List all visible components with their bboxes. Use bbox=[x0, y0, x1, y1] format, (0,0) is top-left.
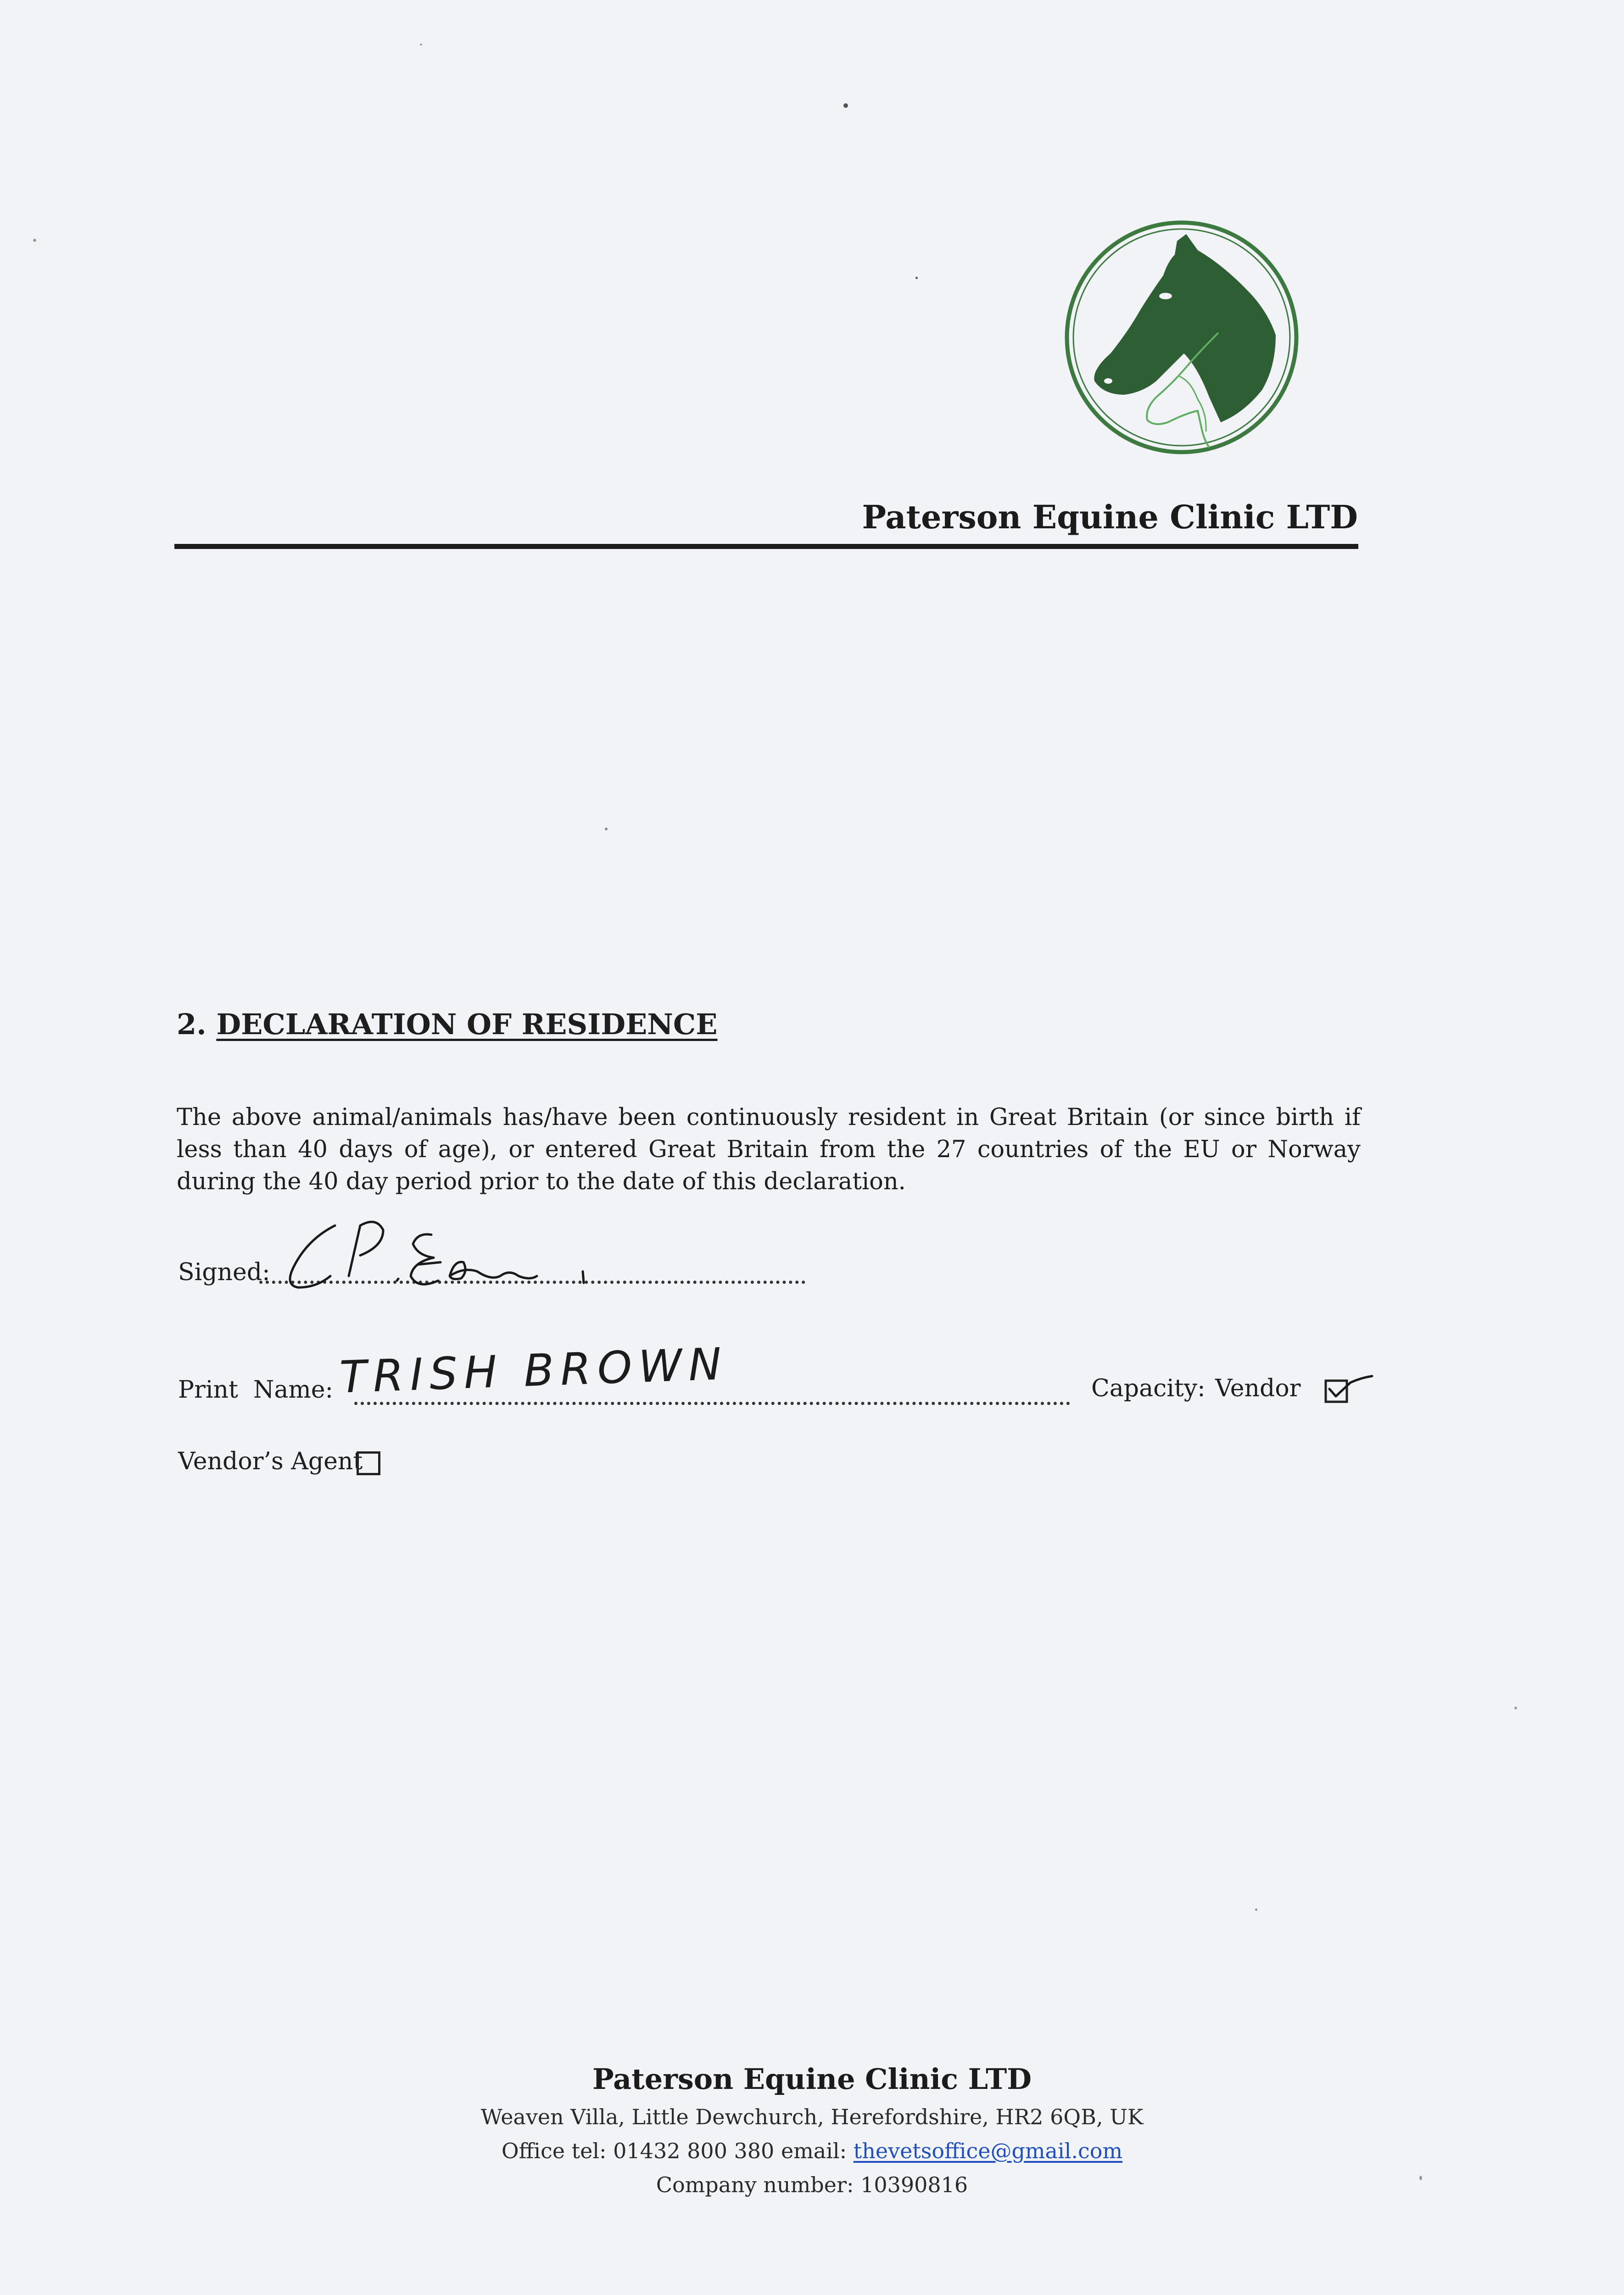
signature-icon bbox=[280, 1212, 675, 1299]
signed-label: Signed: bbox=[178, 1259, 270, 1286]
footer-company-number: Company number: 10390816 bbox=[656, 2172, 968, 2197]
scan-speck bbox=[33, 239, 36, 242]
section-number: 2. bbox=[177, 1008, 206, 1041]
scan-speck bbox=[1255, 1909, 1257, 1911]
scan-speck bbox=[1514, 1707, 1517, 1709]
horse-head-logo-icon bbox=[1060, 216, 1303, 459]
print-name-line bbox=[354, 1402, 1070, 1405]
scan-speck bbox=[843, 103, 848, 108]
print-name-handwritten: TRISH BROWN bbox=[339, 1338, 729, 1403]
footer-contact bbox=[0, 2134, 1624, 2168]
scan-speck bbox=[915, 277, 918, 279]
scan-speck bbox=[420, 44, 422, 45]
footer bbox=[0, 2059, 1624, 2202]
vendors-agent-checkbox[interactable] bbox=[357, 1451, 380, 1475]
footer-office-tel: Office tel: 01432 800 380 email: bbox=[501, 2138, 854, 2163]
footer-address: Weaven Villa, Little Dewchurch, Herefordshire, HR2 6QB, UK bbox=[480, 2105, 1144, 2129]
header-company-name: Paterson Equine Clinic LTD bbox=[862, 498, 1358, 536]
header-divider bbox=[174, 544, 1358, 549]
declaration-paragraph: The above animal/animals has/have been continuously resident in Great Britain (or since birth if less than 40 days of age), or entered Great Britain from the 27 countries of the EU or Norway during the 40 day period prior to the date of this declaration. bbox=[177, 1104, 1361, 1195]
vendor-checkbox[interactable] bbox=[1324, 1372, 1374, 1409]
section-heading bbox=[177, 1008, 718, 1041]
print-name-label: Print Name: bbox=[178, 1376, 334, 1404]
footer-email-link[interactable]: thevetsoffice@gmail.com bbox=[853, 2138, 1123, 2163]
section-title: DECLARATION OF RESIDENCE bbox=[216, 1008, 718, 1041]
scan-speck bbox=[605, 828, 608, 830]
vendors-agent-label: Vendor’s Agent bbox=[178, 1448, 363, 1475]
capacity-label: Capacity: bbox=[1091, 1375, 1205, 1402]
footer-company-name: Paterson Equine Clinic LTD bbox=[592, 2062, 1032, 2096]
vendor-label: Vendor bbox=[1215, 1375, 1301, 1402]
